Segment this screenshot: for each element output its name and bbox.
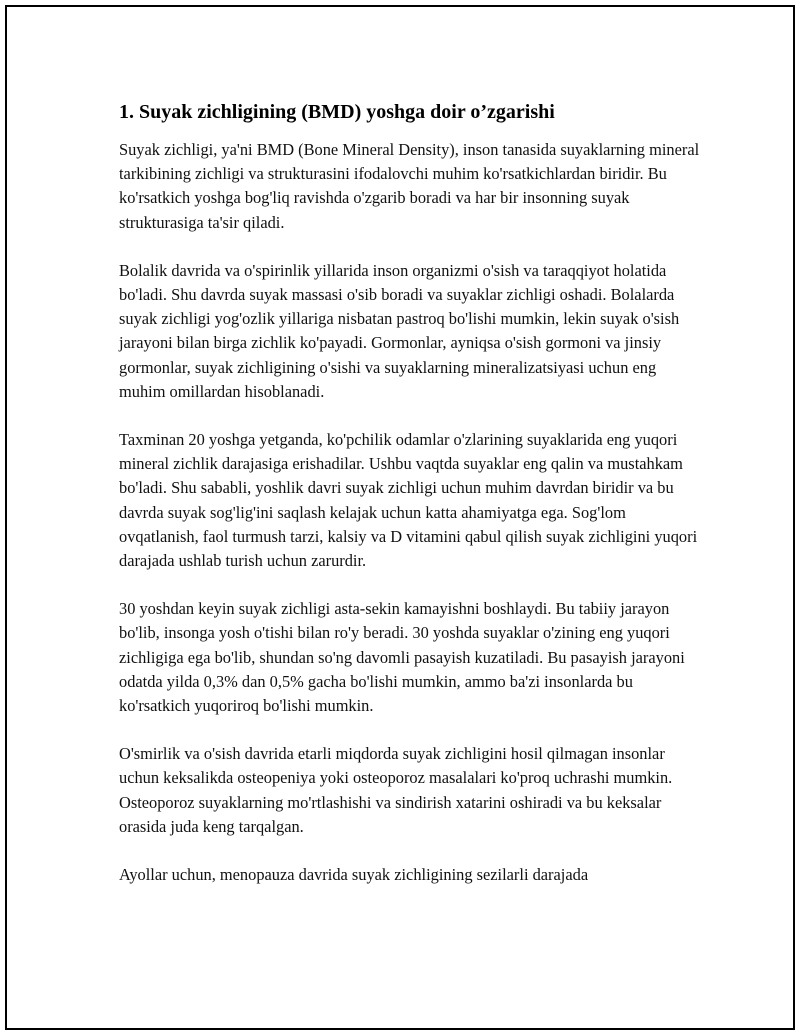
paragraph-intro: Suyak zichligi, ya'ni BMD (Bone Mineral Density), inson tanasida suyaklarning mineral tarkibining zichligi va strukturasini ifodalovchi muhim ko'rsatkichlardan biridir. Bu ko'rsatkich yoshga bog'liq ravishda o'zgarib boradi va har bir insonning suyak strukturasiga ta'sir qiladi. (119, 140, 700, 232)
paragraph-peak-density: Taxminan 20 yoshga yetganda, ko'pchilik odamlar o'zlarining suyaklarida eng yuqori mineral zichlik darajasiga erishadilar. Ushbu vaqtda suyaklar eng qalin va mustahkam bo'ladi. Shu sababli, yoshlik davri suyak zichligi uchun muhim davrdan biridir va bu davrda suyak sog'lig'ini saqlash kelajak uchun katta ahamiyatga ega. Sog'lom ovqatlanish, faol turmush tarzi, kalsiy va D vitamini qabul qilish suyak zichligini yuqori darajada ushlab turish uchun zarurdir. (119, 430, 698, 571)
section-heading: 1. Suyak zichligining (BMD) yoshga doir o’zgarishi (119, 101, 555, 123)
paragraph-osteoporosis: O'smirlik va o'sish davrida etarli miqdorda suyak zichligini hosil qilmagan insonlar uchun keksalikda osteopeniya yoki osteoporoz masalalari ko'proq uchrashi mumkin. Osteoporoz suyaklarning mo'rtlashishi va sindirish xatarini oshiradi va bu keksalar orasida juda keng tarqalgan. (119, 744, 673, 836)
page-frame (5, 5, 795, 1030)
paragraph-menopause: Ayollar uchun, menopauza davrida suyak zichligining sezilarli darajada (119, 865, 589, 885)
paragraph-childhood: Bolalik davrida va o'spirinlik yillarida inson organizmi o'sish va taraqqiyot holatida bo'ladi. Shu davrda suyak massasi o'sib boradi va suyaklar zichligi oshadi. Bolalarda suyak zichligi yog'ozlik yillariga nisbatan pastroq bo'lishi mumkin, lekin suyak o'sish jarayoni bilan birga zichlik ko'payadi. Gormonlar, ayniqsa o'sish gormoni va jinsiy gormonlar, suyak zichligining o'sishi va suyaklarning mineralizatsiyasi uchun eng muhim omillardan hisoblanadi. (119, 260, 680, 401)
document-body (119, 98, 704, 887)
paragraph-decline: 30 yoshdan keyin suyak zichligi asta-sekin kamayishni boshlaydi. Bu tabiiy jarayon bo'lib, insonga yosh o'tishi bilan ro'y beradi. 30 yoshda suyaklar o'zining eng yuqori zichligiga ega bo'lib, shundan so'ng davomli pasayish kuzatiladi. Bu pasayish jarayoni odatda yilda 0,3% dan 0,5% gacha bo'lishi mumkin, ammo ba'zi insonlarda bu ko'rsatkich yuqoriroq bo'lishi mumkin. (119, 599, 685, 716)
